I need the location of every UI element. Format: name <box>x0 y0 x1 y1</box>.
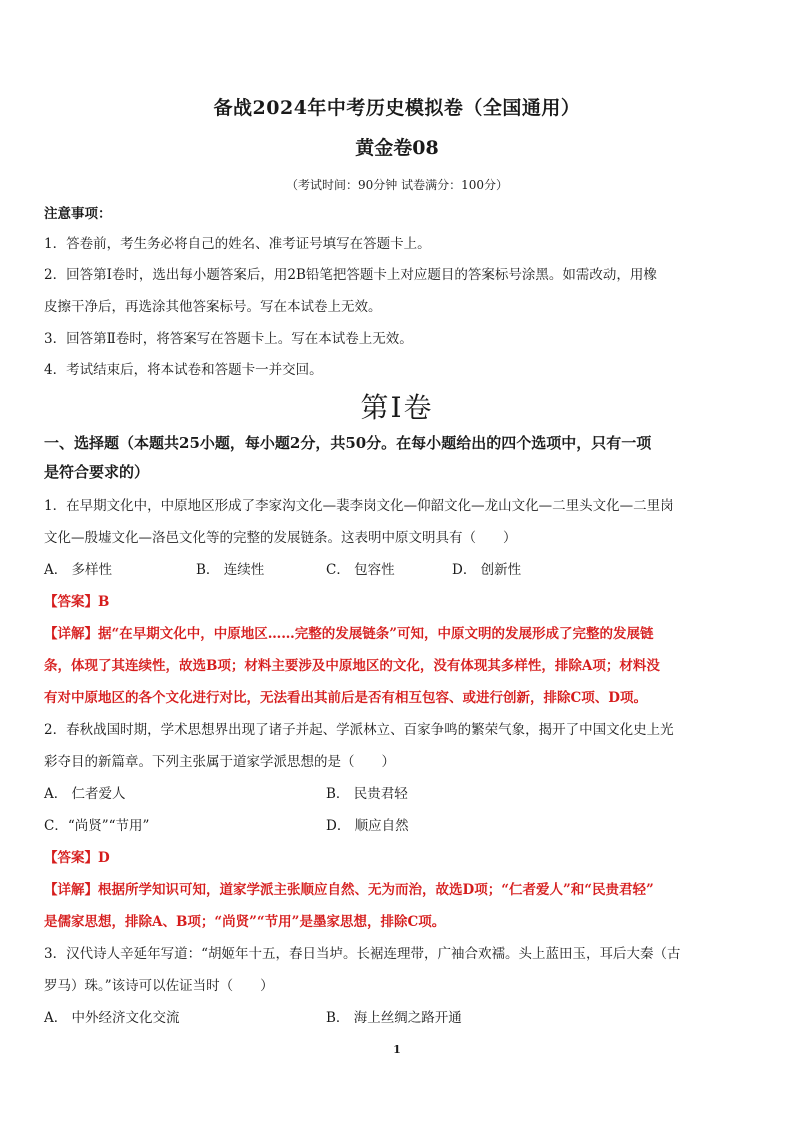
note-item: 3．回答第Ⅱ卷时，将答案写在答题卡上。写在本试卷上无效。 <box>44 331 413 347</box>
question-stem: 1．在早期文化中，中原地区形成了李家沟文化—裴李岗文化—仰韶文化—龙山文化—二里头文化—二里岗 <box>44 498 674 514</box>
question-stem: 彩夺目的新篇章。下列主张属于道家学派思想的是（ ） <box>44 754 395 770</box>
answer-detail: 【详解】根据所学知识可知，道家学派主张顺应自然、无为而治，故选D项；“仁者爱人”和“民贵君轻” <box>44 882 654 898</box>
question-stem: 3．汉代诗人辛延年写道：“胡姬年十五，春日当垆。长裾连理带，广袖合欢襦。头上蓝田玉，耳后大秦（古 <box>44 946 681 962</box>
answer-detail: 是儒家思想，排除A、B项；“尚贤”“节用”是墨家思想，排除C项。 <box>44 914 446 930</box>
question-stem: 罗马）珠。”该诗可以佐证当时（ ） <box>44 978 274 994</box>
section-heading-cont: 是符合要求的） <box>44 463 150 481</box>
option-c: C． 包容性 <box>326 562 395 578</box>
answer-detail: 【详解】据“在早期文化中，中原地区……完整的发展链条”可知，中原文明的发展形成了完整的发展链 <box>44 626 654 642</box>
option-b: B． 民贵君轻 <box>326 786 408 802</box>
option-d: D． 顺应自然 <box>326 818 409 834</box>
page-number: 1 <box>393 1043 401 1056</box>
question-stem: 文化—殷墟文化—洛邑文化等的完整的发展链条。这表明中原文明具有（ ） <box>44 530 517 546</box>
note-item: 4．考试结束后，将本试卷和答题卡一并交回。 <box>44 362 323 378</box>
page-title: 备战2024年中考历史模拟卷（全国通用） <box>213 97 581 119</box>
note-item: 皮擦干净后，再选涂其他答案标号。写在本试卷上无效。 <box>44 299 382 315</box>
answer-label: 【答案】B <box>44 594 110 610</box>
paper-subtitle: 黄金卷08 <box>355 137 439 159</box>
note-item: 2．回答第Ⅰ卷时，选出每小题答案后，用2B铅笔把答题卡上对应题目的答案标号涂黑。如需改动，用橡 <box>44 267 657 283</box>
option-a: A． 仁者爱人 <box>44 786 126 802</box>
option-b: B． 连续性 <box>196 562 265 578</box>
notes-heading: 注意事项： <box>44 206 112 222</box>
option-a: A． 多样性 <box>44 562 113 578</box>
section-heading: 一、选择题（本题共25小题，每小题2分，共50分。在每小题给出的四个选项中，只有一项 <box>44 434 652 452</box>
exam-meta: （考试时间：90分钟 试卷满分：100分） <box>286 178 508 192</box>
option-b: B． 海上丝绸之路开通 <box>326 1010 462 1026</box>
answer-detail: 有对中原地区的各个文化进行对比，无法看出其前后是否有相互包容、或进行创新，排除C项、D项。 <box>44 690 647 706</box>
answer-detail: 条，体现了其连续性，故选B项；材料主要涉及中原地区的文化，没有体现其多样性，排除A项；材料没 <box>44 658 660 674</box>
volume-title: 第Ⅰ卷 <box>360 391 434 424</box>
question-stem: 2．春秋战国时期，学术思想界出现了诸子并起、学派林立、百家争鸣的繁荣气象，揭开了中国文化史上光 <box>44 722 674 738</box>
option-a: A． 中外经济文化交流 <box>44 1010 180 1026</box>
option-d: D． 创新性 <box>452 562 522 578</box>
option-c: C．“尚贤”“节用” <box>44 818 150 834</box>
answer-label: 【答案】D <box>44 850 110 866</box>
note-item: 1．答卷前，考生务必将自己的姓名、准考证号填写在答题卡上。 <box>44 236 431 252</box>
